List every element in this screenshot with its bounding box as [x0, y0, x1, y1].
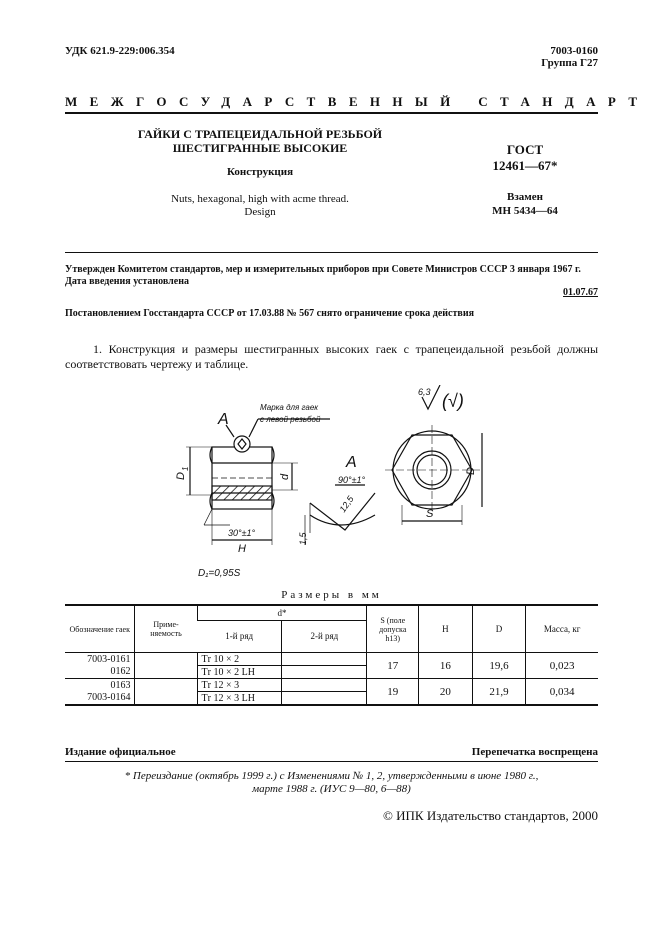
cell-big-d: 21,9: [472, 679, 526, 706]
cell-row1: Тr 10 × 2: [197, 653, 282, 666]
title-subtitle: Конструкция: [226, 166, 294, 178]
dim-12-5-label: 12,5: [337, 494, 356, 515]
cell-designation: 0163: [110, 679, 131, 691]
udk-code: УДК 621.9-229:006.354: [65, 45, 175, 57]
col-application: Приме-няемость: [135, 605, 197, 653]
gost-block: [470, 142, 580, 174]
intro-date: 01.07.67: [563, 287, 598, 298]
cell-s: 19: [367, 679, 419, 706]
footer-rule: [65, 761, 598, 762]
d1-label: D: [175, 472, 187, 480]
cell-row1: Тr 10 × 2 LH: [197, 666, 282, 679]
cell-designation: 7003-0161: [87, 653, 131, 665]
cell-row1: Тr 12 × 3: [197, 679, 282, 692]
cell-designation: 0162: [110, 666, 131, 678]
view-a-label: А: [218, 411, 229, 428]
col-row1: 1-й ряд: [225, 631, 254, 642]
reissue-note-line-2: марте 1988 г. (ИУС 9—80, 6—88): [252, 783, 411, 795]
cell-application: [135, 653, 197, 666]
nut-drawing: [160, 385, 500, 585]
table-row: [65, 679, 598, 692]
gost-label: ГОСТ: [506, 142, 544, 157]
cell-row2: [282, 666, 367, 679]
col-designation: Обозначение гаек: [69, 624, 130, 634]
title-en-line-2: Design: [244, 206, 276, 218]
cell-row1: Тr 12 × 3 LH: [197, 692, 282, 706]
col-row2: 2-й ряд: [282, 620, 367, 652]
reissue-note-line-1: * Переиздание (октябрь 1999 г.) с Изменениями № 1, 2, утвержденными в июне 1980 г.,: [124, 770, 539, 782]
table-row: [65, 653, 598, 666]
d1-formula: D₁=0,95S: [198, 568, 241, 579]
cell-designation: 7003-0164: [87, 692, 131, 704]
detail-a-view: [305, 485, 375, 545]
cell-row2: [282, 692, 367, 706]
cell-mass: 0,034: [526, 679, 598, 706]
col-d: d*: [197, 605, 367, 620]
title-en-line-1: Nuts, hexagonal, high with acme thread.: [171, 193, 349, 205]
col-big-d: D: [472, 605, 526, 653]
replaces-block: [470, 190, 580, 218]
title-block: [120, 127, 400, 155]
col-mass: Масса, кг: [526, 605, 598, 653]
d1-sub-label: 1: [181, 466, 190, 471]
official-edition: Издание официальное: [65, 746, 176, 758]
clause-1: 1. Конструкция и размеры шестигранных высоких гаек с трапецеидальной резьбой должны соответствовать чертежу и таблице.: [65, 342, 598, 371]
title-rule: [65, 252, 598, 253]
replaces-label: Взамен: [507, 191, 543, 203]
detail-angle-label: 90°±1°: [338, 475, 366, 485]
chamfer-angle-label: 30°±1°: [228, 528, 256, 538]
intro-label: Дата введения установлена: [65, 276, 189, 287]
gost-number: 12461—67*: [492, 158, 558, 173]
dim-1-5-label: 1,5: [298, 532, 308, 545]
standard-banner: МЕЖГОСУДАРСТВЕННЫЙ СТАНДАРТ: [65, 94, 650, 109]
group-code: Группа Г27: [541, 57, 598, 69]
title-line-2: ШЕСТИГРАННЫЕ ВЫСОКИЕ: [172, 141, 348, 155]
cell-application: [135, 692, 197, 706]
s-label: S: [426, 508, 434, 520]
mark-note-line-2: с левой резьбой: [260, 415, 321, 424]
cell-application: [135, 679, 197, 692]
detail-a-label: А: [346, 454, 357, 471]
nut-side-view: [210, 436, 274, 509]
cell-application: [135, 666, 197, 679]
title-line-1: ГАЙКИ С ТРАПЕЦЕИДАЛЬНОЙ РЕЗЬБОЙ: [137, 127, 383, 141]
mark-note-line-1: Маркa для гаек: [260, 403, 319, 412]
cell-row2: [282, 653, 367, 666]
copyright: © ИПК Издательство стандартов, 2000: [383, 808, 598, 823]
table-caption: Размеры в мм: [281, 589, 382, 601]
cell-h: 16: [419, 653, 473, 679]
replaces-value: МН 5434—64: [492, 205, 558, 217]
title-english: [120, 193, 400, 219]
roughness-paren: (√): [442, 391, 464, 411]
cell-mass: 0,023: [526, 653, 598, 679]
col-s: S (поле допуска h13): [367, 605, 419, 653]
cell-h: 20: [419, 679, 473, 706]
cell-row2: [282, 679, 367, 692]
doc-number: 7003-0160: [550, 45, 598, 57]
roughness-value: 6,3: [418, 387, 431, 397]
big-d-label: D: [465, 467, 477, 475]
approval-text: Утвержден Комитетом стандартов, мер и измерительных приборов при Совете Министров СССР 3 января 1967 г.: [65, 264, 581, 275]
h-label: H: [238, 543, 246, 555]
cell-big-d: 19,6: [472, 653, 526, 679]
d-label: d: [279, 473, 291, 480]
banner-rule: [65, 112, 598, 114]
sizes-table: [65, 604, 598, 706]
decree-text: Постановлением Госстандарта СССР от 17.03.88 № 567 снято ограничение срока действия: [65, 308, 474, 319]
reprint-notice: Перепечатка воспрещена: [471, 746, 598, 758]
col-h: H: [419, 605, 473, 653]
cell-s: 17: [367, 653, 419, 679]
